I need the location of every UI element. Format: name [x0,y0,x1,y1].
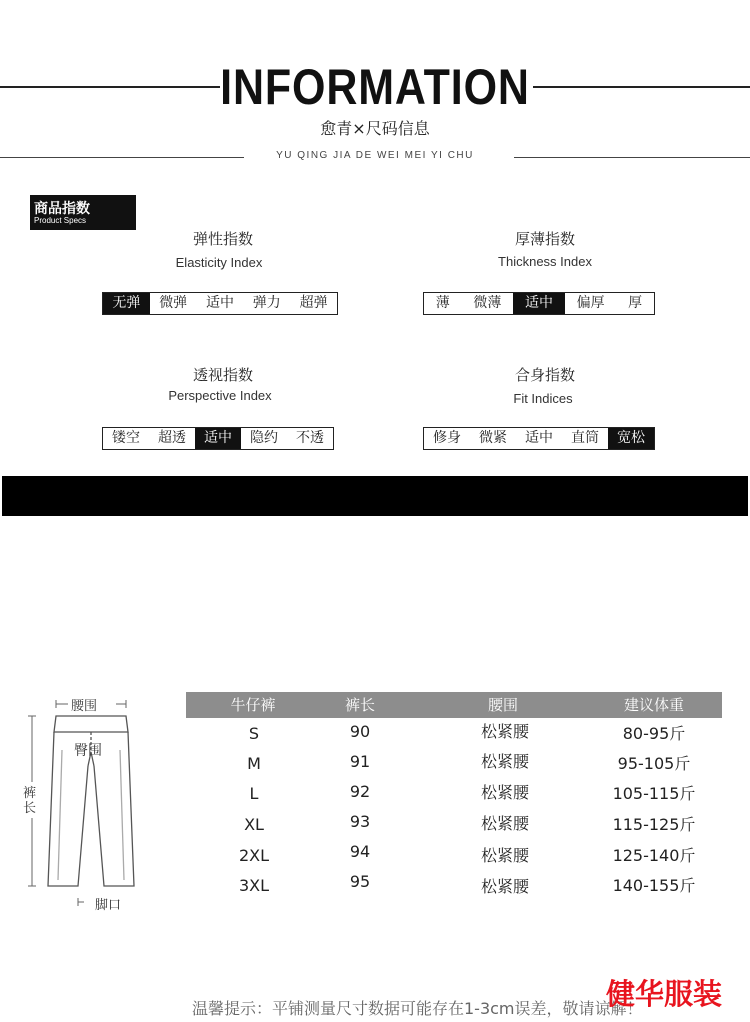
length-cell: 92 [349,782,371,801]
thickness-subtitle: Thickness Index [498,254,592,269]
elasticity-option: 微弹 [159,295,188,311]
thickness-scale [423,292,655,315]
thickness-option: 偏厚 [576,295,605,311]
size-table-header [186,692,722,718]
fit-option: 修身 [433,430,461,446]
thickness-option: 适中 [513,293,565,314]
length-cell: 93 [349,812,371,831]
elasticity-title: 弹性指数 [192,230,253,248]
section-divider-bar [2,476,748,516]
perspective-option: 超透 [158,430,186,446]
perspective-title: 透视指数 [192,366,253,384]
length-cell: 95 [349,872,371,891]
page-subtitle: 愈青×尺码信息 [320,119,430,138]
perspective-scale [102,427,334,450]
fit-subtitle: Fit Indices [513,391,573,406]
length-cell: 90 [349,722,371,741]
elasticity-scale [102,292,338,315]
brand-watermark: 健华服装 [606,977,723,1011]
fit-option: 直筒 [571,430,599,446]
perspective-option: 隐约 [250,430,278,446]
waist-cell: 松紧腰 [480,752,529,771]
measurement-note: 温馨提示：平铺测量尺寸数据可能存在1-3cm误差，敬请谅解！ [192,999,643,1018]
waist-cell: 松紧腰 [480,814,529,833]
diagram-length-label: 裤长 [23,786,37,816]
weight-cell: 125-140斤 [612,846,696,865]
thickness-option: 微薄 [473,295,502,311]
elasticity-option: 超弹 [299,295,328,311]
elasticity-subtitle: Elasticity Index [175,255,263,270]
fit-option: 微紧 [479,430,507,446]
diagram-waist-label: 腰围 [71,699,98,714]
size-cell: XL [244,815,264,834]
waist-cell: 松紧腰 [480,783,529,802]
length-cell: 94 [349,842,371,861]
thickness-option: 薄 [435,295,450,311]
elasticity-option: 弹力 [252,295,281,311]
fit-title: 合身指数 [514,366,575,384]
weight-cell: 95-105斤 [617,754,691,773]
fit-option: 宽松 [608,428,654,449]
product-specs-tag-en: Product Specs [34,216,87,225]
size-table-header-cell: 裤长 [344,696,375,714]
product-specs-tag-cn: 商品指数 [34,201,90,217]
perspective-option: 适中 [195,428,241,449]
waist-cell: 松紧腰 [480,722,529,741]
weight-cell: 105-115斤 [612,784,696,803]
diagram-hem-label: 脚口 [95,898,122,913]
elasticity-option: 适中 [205,295,234,311]
product-specs-tag [30,195,136,230]
size-cell: L [249,784,259,803]
weight-cell: 115-125斤 [612,815,696,834]
pinyin-caption: YU QING JIA DE WEI MEI YI CHU [276,150,474,161]
waist-cell: 松紧腰 [480,877,529,896]
perspective-subtitle: Perspective Index [168,388,272,403]
size-cell: 2XL [238,846,270,865]
size-cell: 3XL [238,876,270,895]
fit-option: 适中 [525,430,553,446]
size-table-header-cell: 建议体重 [623,696,684,714]
thickness-option: 厚 [628,295,643,311]
size-cell: M [247,754,261,773]
waist-cell: 松紧腰 [480,846,529,865]
weight-cell: 80-95斤 [622,724,686,743]
size-table-header-cell: 牛仔裤 [230,696,276,714]
diagram-hip-label: 臀围 [74,743,102,759]
perspective-option: 镂空 [112,430,140,446]
perspective-option: 不透 [296,430,324,446]
page-title: INFORMATION [220,59,530,115]
pants-diagram [18,690,178,915]
length-cell: 91 [349,752,371,771]
weight-cell: 140-155斤 [612,876,696,895]
size-cell: S [248,724,260,743]
elasticity-option: 无弹 [103,293,150,314]
thickness-title: 厚薄指数 [514,230,575,248]
fit-scale [423,427,655,450]
size-table-header-cell: 腰围 [487,696,518,714]
